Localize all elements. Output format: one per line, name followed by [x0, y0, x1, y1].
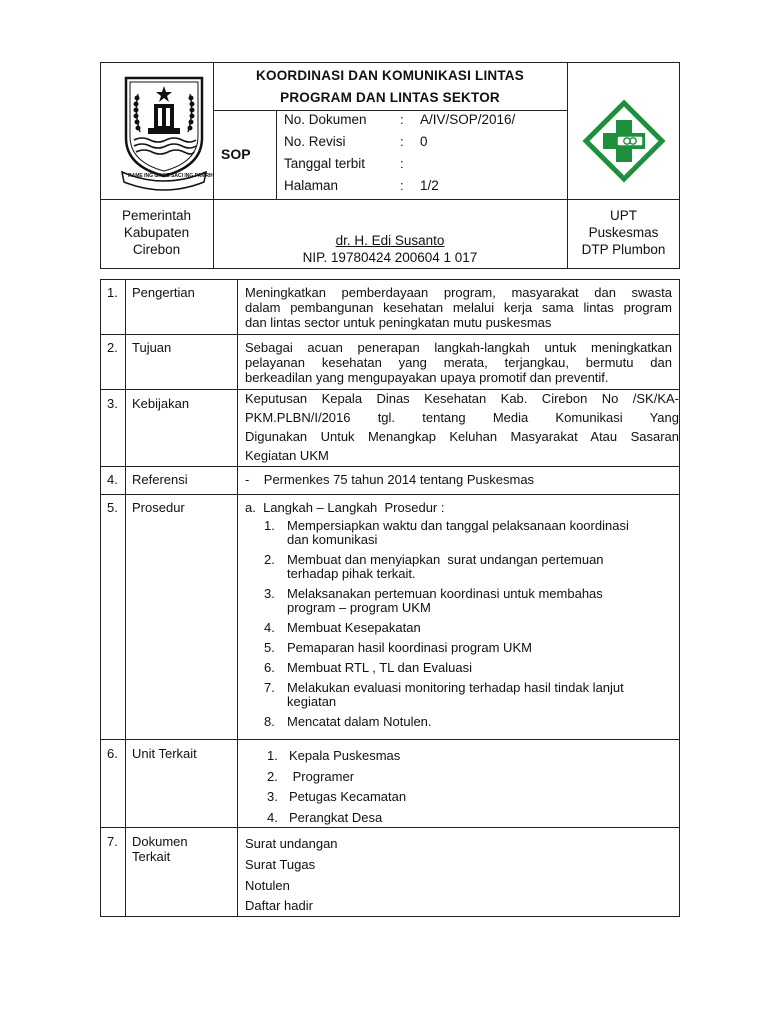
row-number: 7.: [107, 834, 118, 849]
doc-info-sep: :: [400, 112, 404, 127]
list-item: [264, 519, 674, 547]
content-line: Keputusan Kepala Dinas Kesehatan Kab. Cirebon No /SK/KA-: [245, 391, 679, 406]
row-label: Unit Terkait: [132, 746, 197, 761]
row-label: Kebijakan: [132, 396, 190, 411]
list-number: 4.: [264, 620, 275, 635]
list-item: [264, 621, 674, 635]
kabupaten-cirebon-logo: [118, 72, 215, 190]
doc-info-sep: :: [400, 156, 404, 171]
doc-info-row: [284, 178, 564, 200]
header-divider: [276, 110, 277, 199]
signer-nip: NIP. 19780424 200604 1 017: [302, 250, 478, 265]
list-text: Melaksanakan pertemuan koordinasi untuk membahas: [287, 586, 603, 601]
list-item: [264, 587, 674, 615]
left-org-line: Cirebon: [132, 242, 181, 257]
doc-info-value: 0: [420, 134, 428, 149]
row-divider: [100, 466, 680, 467]
doc-info-value: 1/2: [420, 178, 439, 193]
doc-info-row: [284, 112, 564, 134]
list-number: 5.: [264, 640, 275, 655]
row-number: 2.: [107, 340, 118, 355]
row-label-line: Dokumen: [132, 834, 188, 849]
signer: [213, 232, 567, 266]
right-org-line: Puskesmas: [588, 225, 659, 240]
doc-info-label: Tanggal terbit: [284, 156, 366, 171]
content-line: Sebagai acuan penerapan langkah-langkah untuk meningkatkan: [245, 340, 672, 355]
doc-info-sep: :: [400, 134, 404, 149]
list-text: Mempersiapkan waktu dan tanggal pelaksanaan koordinasi: [287, 518, 629, 533]
right-org-line: UPT: [610, 208, 637, 223]
list-item: Notulen: [245, 877, 290, 893]
list-item: [264, 553, 674, 581]
row-number: 5.: [107, 500, 118, 515]
row-divider: [100, 334, 680, 335]
list-item: Surat Tugas: [245, 856, 316, 872]
list-text: Petugas Kecamatan: [289, 789, 407, 804]
header-divider: [213, 110, 567, 111]
list-text: Membuat RTL , TL dan Evaluasi: [287, 660, 472, 675]
list-item: [264, 681, 674, 709]
row-number: 4.: [107, 472, 118, 487]
sop-label: SOP: [221, 146, 251, 162]
list-text: terhadap pihak terkait.: [287, 566, 416, 581]
content-line: Kegiatan UKM: [245, 448, 329, 463]
procedure-intro: a. Langkah – Langkah Prosedur :: [245, 500, 445, 515]
row-label-line: Terkait: [132, 849, 171, 864]
row-content: [245, 285, 672, 330]
list-number: 8.: [264, 714, 275, 729]
list-number: 3.: [267, 789, 278, 804]
row-label: Prosedur: [132, 500, 185, 515]
list-text: Kepala Puskesmas: [289, 748, 401, 763]
list-number: 4.: [267, 809, 278, 825]
row-label: Referensi: [132, 472, 188, 487]
signer-name: dr. H. Edi Susanto: [335, 233, 445, 248]
list-number: 2.: [267, 768, 278, 784]
list-text: Mencatat dalam Notulen.: [287, 714, 432, 729]
list-text: Pemaparan hasil koordinasi program UKM: [287, 640, 532, 655]
puskesmas-icon: [583, 100, 665, 182]
row-number: 3.: [107, 396, 118, 411]
content-line: dan lintas sector untuk peningkatan mutu puskesmas: [245, 315, 552, 330]
list-item: [264, 715, 674, 729]
list-item: [267, 808, 667, 829]
list-number: 7.: [264, 680, 275, 695]
row-divider: [100, 739, 680, 740]
row-content: [245, 389, 679, 465]
row-label: [132, 834, 188, 864]
content-line: pelayanan kesehatan yang merata, terjangkau, bermutu dan: [245, 355, 672, 370]
unit-list: [267, 746, 667, 828]
row-label: Pengertian: [132, 285, 195, 300]
list-item: [267, 787, 667, 808]
list-text: kegiatan: [287, 694, 337, 709]
row-label: Tujuan: [132, 340, 172, 355]
table-divider: [125, 279, 126, 917]
content-line: berkeadilan yang mengupayakan upaya promotif dan preventif.: [245, 370, 609, 385]
doc-info-value: A/IV/SOP/2016/: [420, 112, 516, 127]
doc-info-sep: :: [400, 178, 404, 193]
row-number: 6.: [107, 746, 118, 761]
logo-motto: RAME ING GAWE SACI ING PAMRIH: [128, 173, 215, 179]
puskesmas-logo: [583, 100, 665, 182]
left-org-line: Pemerintah: [121, 208, 192, 223]
right-org-line: DTP Plumbon: [581, 242, 666, 257]
list-item: Daftar hadir: [245, 898, 313, 914]
left-org-line: Kabupaten: [123, 225, 190, 240]
content-line: PKM.PLBN/I/2016 tgl. tentang Media Komunikasi Yang: [245, 410, 679, 425]
list-item: [264, 661, 674, 675]
list-item: [267, 746, 667, 767]
row-number: 1.: [107, 285, 118, 300]
list-text: Membuat dan menyiapkan surat undangan pertemuan: [287, 552, 604, 567]
row-divider: [100, 494, 680, 495]
document-list: [245, 834, 665, 917]
list-text: dan komunikasi: [287, 532, 378, 547]
list-text: Melakukan evaluasi monitoring terhadap hasil tindak lanjut: [287, 680, 624, 695]
content-line: Meningkatkan pemberdayaan program, masyarakat dan swasta: [245, 285, 672, 300]
left-org: [100, 207, 213, 258]
document-title: [213, 65, 567, 109]
list-number: 6.: [264, 660, 275, 675]
doc-info-row: [284, 134, 564, 156]
list-number: 1.: [267, 748, 278, 763]
content-line: Digunakan Untuk Menangkap Keluhan Masyarakat Atau Sasaran: [245, 429, 679, 444]
row-content: [245, 340, 672, 385]
doc-info-label: Halaman: [284, 178, 339, 193]
right-org: [567, 207, 680, 258]
list-item: [267, 767, 667, 788]
doc-info-row: [284, 156, 564, 178]
list-text: program – program UKM: [287, 600, 431, 615]
title-line: PROGRAM DAN LINTAS SEKTOR: [280, 90, 500, 105]
content-line: - Permenkes 75 tahun 2014 tentang Puskesmas: [245, 472, 535, 487]
doc-info-label: No. Dokumen: [284, 112, 367, 127]
content-line: dalam pembangunan kesehatan melalui kerja sama lintas program: [245, 300, 672, 315]
title-line: KOORDINASI DAN KOMUNIKASI LINTAS: [256, 68, 524, 83]
list-number: 2.: [264, 552, 275, 567]
procedure-steps: [264, 519, 674, 735]
list-item: [264, 641, 674, 655]
list-text: Perangkat Desa: [289, 809, 383, 825]
list-item: Surat undangan: [245, 836, 338, 851]
list-text: Membuat Kesepakatan: [287, 620, 421, 635]
doc-info-label: No. Revisi: [284, 134, 346, 149]
list-text: Programer: [289, 768, 355, 784]
table-divider: [237, 279, 238, 917]
list-number: 3.: [264, 586, 275, 601]
list-number: 1.: [264, 518, 275, 533]
